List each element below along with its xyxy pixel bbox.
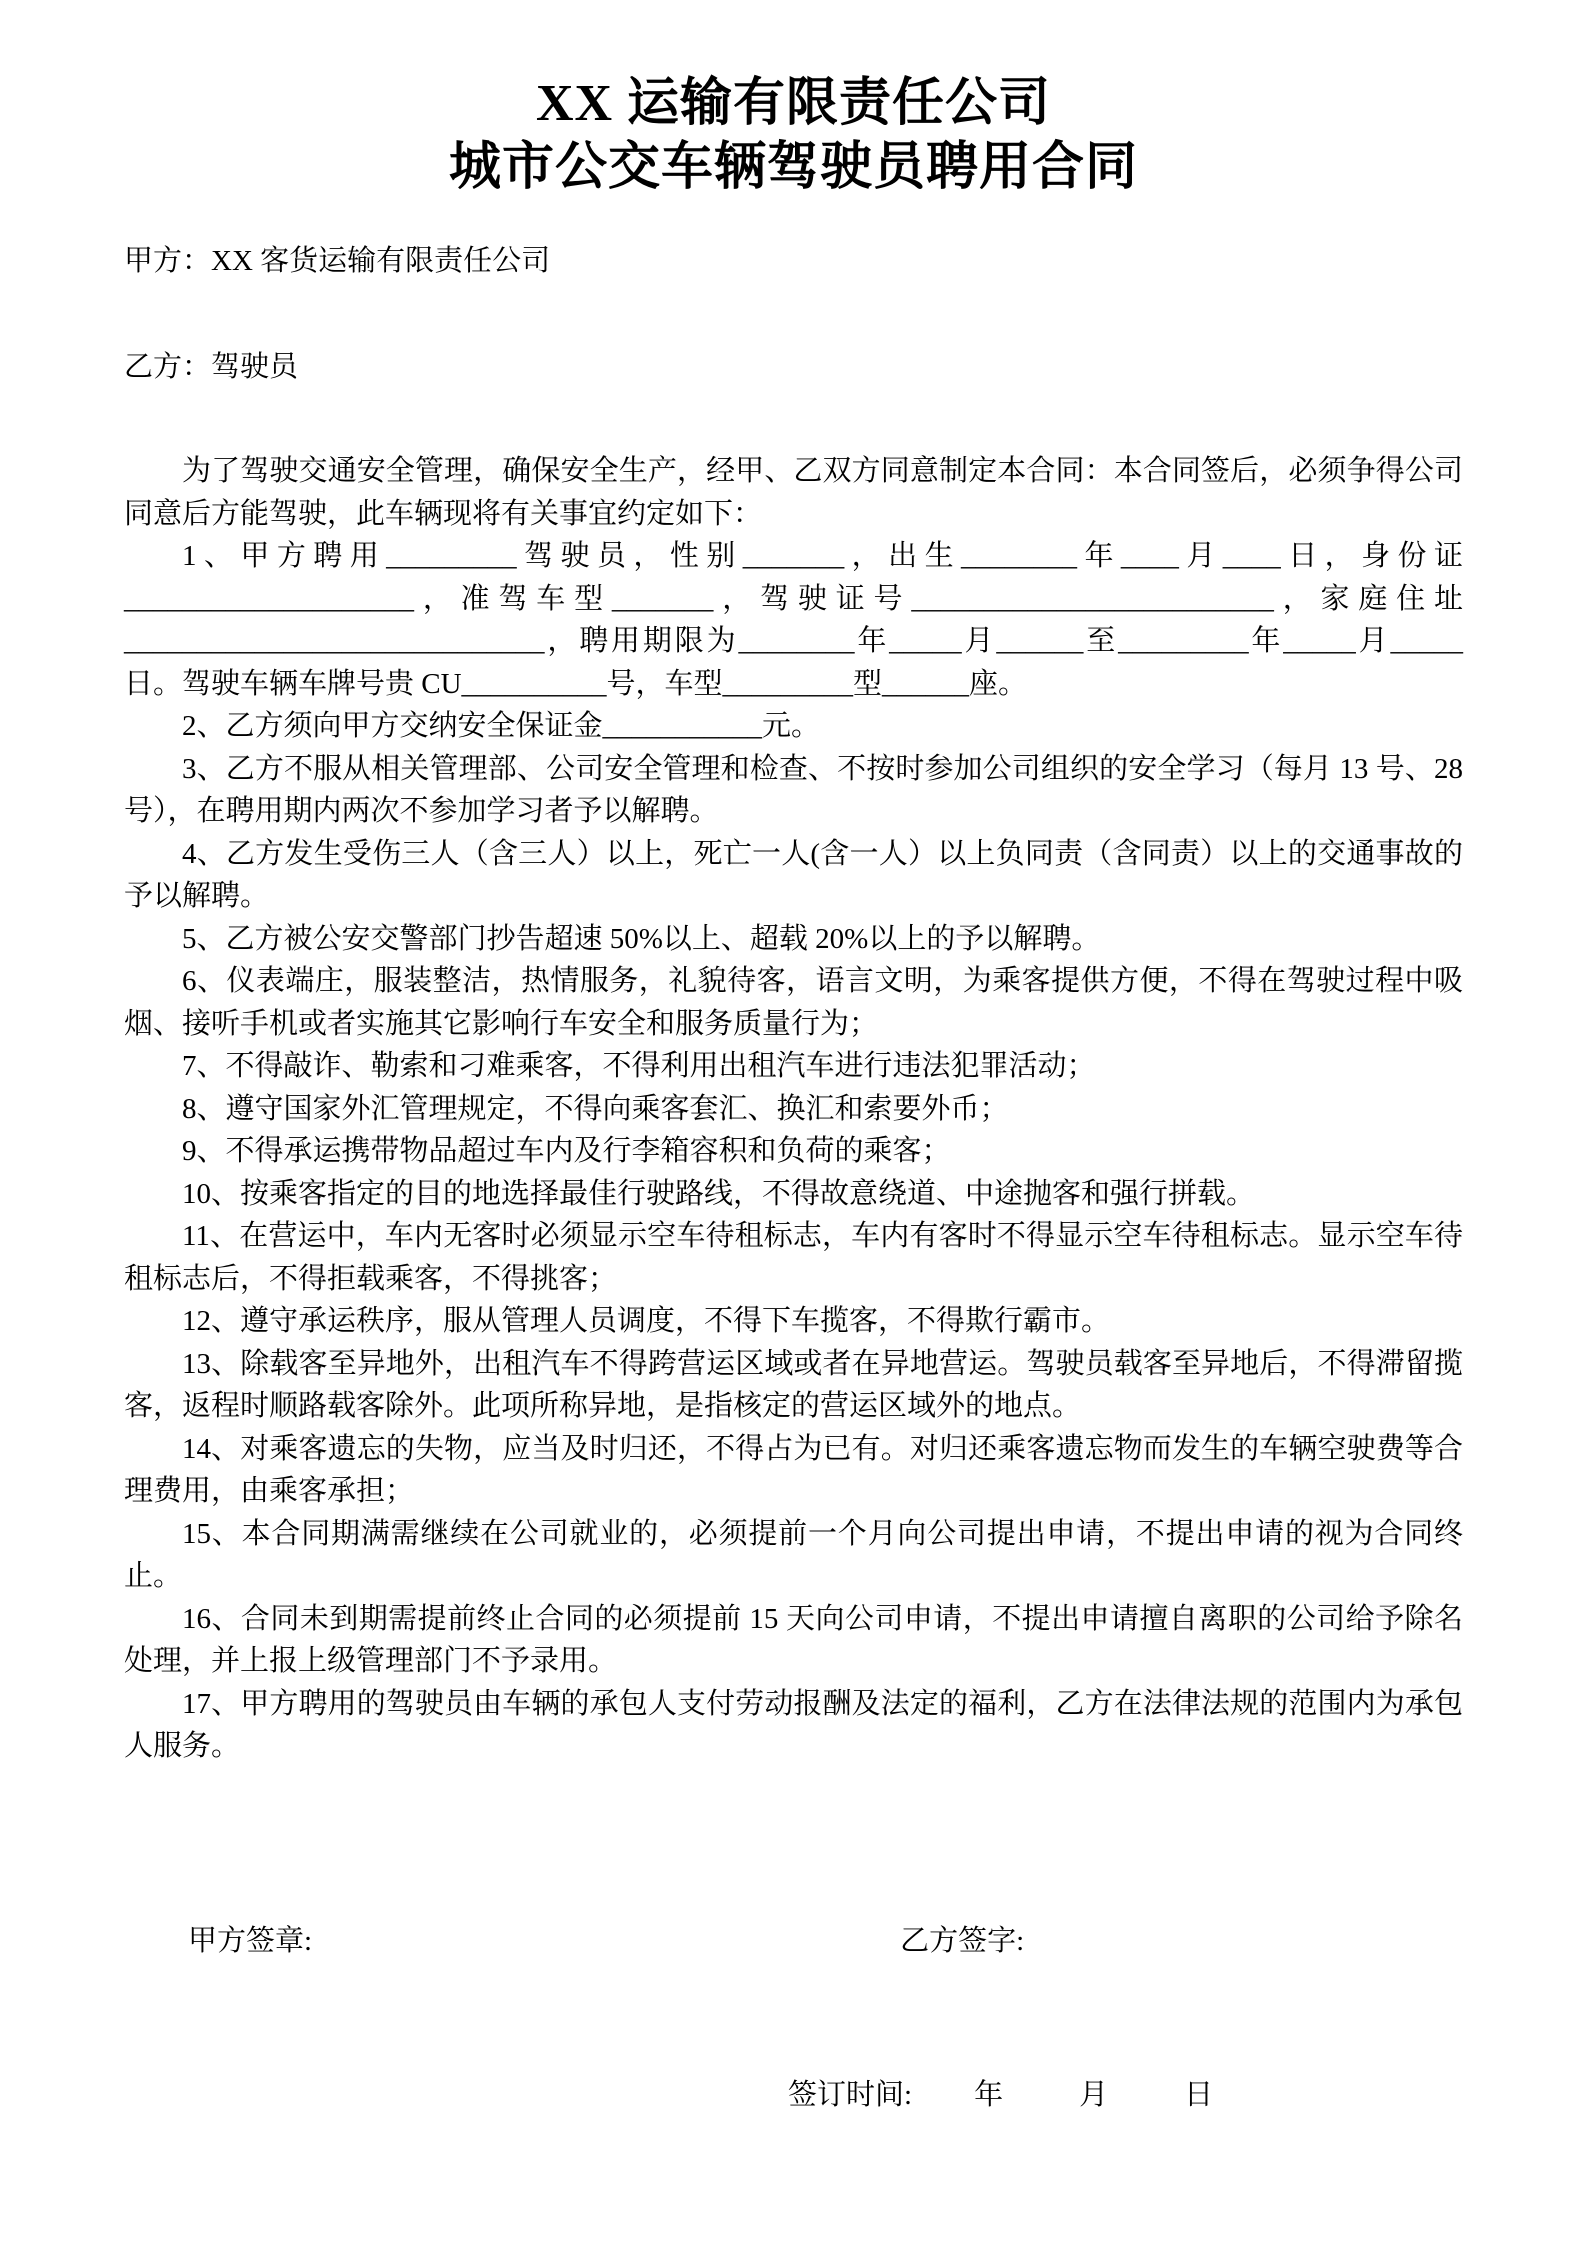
sign-date-day-label: 日 [1184,2078,1214,2111]
party-a-signature-label: 甲方签章: [188,1924,313,1957]
clause-17: 17、甲方聘用的驾驶员由车辆的承包人支付劳动报酬及法定的福利，乙方在法律法规的范围内为承包人服务。 [124,1687,1463,1762]
clause-16: 16、合同未到期需提前终止合同的必须提前 15 天向公司申请，不提出申请擅自离职的公司给予除名处理，并上报上级管理部门不予录用。 [124,1602,1463,1677]
clause-1: 1、甲方聘用_________驾驶员，性别_______，出生________年____月____日，身份证____________________，准驾车型_______，驾驶证号_________________________，家庭住址 _____________________________，聘用期限为________年_____月______至_________年_____月_____日。驾驶车辆车牌号贵 CU__________号，车型_________型______座。 [124,540,1463,700]
clause-3: 3、乙方不服从相关管理部、公司安全管理和检查、不按时参加公司组织的安全学习（每月 13 号、28 号），在聘用期内两次不参加学习者予以解聘。 [124,752,1463,827]
clause-15: 15、本合同期满需继续在公司就业的，必须提前一个月向公司提出申请，不提出申请的视为合同终止。 [124,1517,1463,1592]
clause-7: 7、不得敲诈、勒索和刁难乘客，不得利用出租汽车进行违法犯罪活动； [182,1050,1096,1082]
clause-14: 14、对乘客遗忘的失物，应当及时归还，不得占为已有。对归还乘客遗忘物而发生的车辆空驶费等合理费用，由乘客承担； [124,1432,1463,1507]
sign-date-month-label: 月 [1079,2078,1109,2111]
party-a-line: 甲方：XX 客货运输有限责任公司 [124,245,551,277]
clause-12: 12、遵守承运秩序，服从管理人员调度，不得下车揽客，不得欺行霸市。 [182,1305,1111,1337]
clause-10: 10、按乘客指定的目的地选择最佳行驶路线，不得故意绕道、中途抛客和强行拼载。 [182,1177,1256,1210]
party-b-signature-label: 乙方签字: [900,1924,1025,1957]
contract-body [124,450,1463,1768]
clause-4: 4、乙方发生受伤三人（含三人）以上，死亡一人(含一人）以上负同责（含同责）以上的交通事故的予以解聘。 [124,837,1463,912]
clause-13: 13、除载客至异地外，出租汽车不得跨营运区域或者在异地营运。驾驶员载客至异地后，不得滞留揽客，返程时顺路载客除外。此项所称异地，是指核定的营运区域外的地点。 [124,1347,1463,1422]
company-title: XX 运输有限责任公司 [535,75,1052,132]
clause-2: 2、乙方须向甲方交纳安全保证金___________元。 [182,710,821,742]
clause-5: 5、乙方被公安交警部门抄告超速 50%以上、超载 20%以上的予以解聘。 [182,922,1101,955]
clause-11: 11、在营运中，车内无客时必须显示空车待租标志，车内有客时不得显示空车待租标志。显示空车待租标志后，不得拒载乘客，不得挑客； [124,1220,1463,1295]
signature-row [124,1920,1463,1962]
clause-9: 9、不得承运携带物品超过车内及行李箱容积和负荷的乘客； [182,1135,951,1167]
clause-8: 8、遵守国家外汇管理规定，不得向乘客套汇、换汇和索要外币； [182,1092,1009,1125]
sign-date-year-label: 年 [974,2078,1004,2111]
intro-paragraph: 为了驾驶交通安全管理，确保安全生产，经甲、乙双方同意制定本合同：本合同签后，必须争得公司同意后方能驾驶，此车辆现将有关事宜约定如下： [124,455,1463,530]
sign-date-row [124,2074,1463,2116]
clause-6: 6、仪表端庄，服装整洁，热情服务，礼貌待客，语言文明，为乘客提供方便，不得在驾驶过程中吸烟、接听手机或者实施其它影响行车安全和服务质量行为； [124,965,1463,1040]
sign-date-label: 签订时间: [788,2078,913,2111]
party-b-line: 乙方：驾驶员 [124,351,299,383]
contract-title: 城市公交车辆驾驶员聘用合同 [448,139,1138,196]
